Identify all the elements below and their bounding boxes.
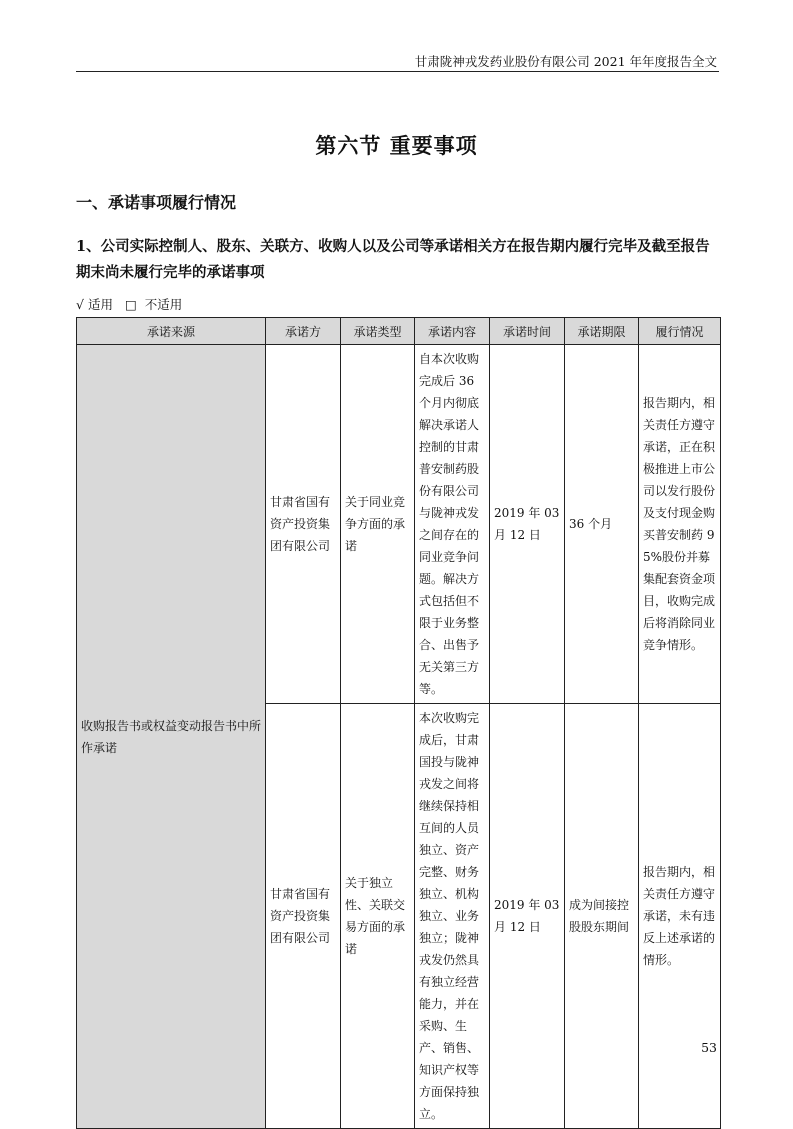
- table-row: [77, 345, 721, 704]
- commitment-status-cell: 报告期内，相关责任方遵守承诺，未有违反上述承诺的情形。: [639, 704, 721, 1129]
- commitment-period-cell: 成为间接控股股东期间: [565, 704, 639, 1129]
- question-heading: 1、公司实际控制人、股东、关联方、收购人以及公司等承诺相关方在报告期内履行完毕及截至报告期末尚未履行完毕的承诺事项: [76, 238, 710, 281]
- section-title: 第六节 重要事项: [315, 133, 478, 158]
- commitment-party-cell: 甘肃省国有资产投资集团有限公司: [266, 345, 341, 704]
- commitment-type-cell: 关于同业竞争方面的承诺: [341, 345, 415, 704]
- commitment-type-cell: 关于独立性、关联交易方面的承诺: [341, 704, 415, 1129]
- checkmark-icon: √: [76, 297, 84, 312]
- table-header-row: [77, 318, 721, 345]
- page-number: 53: [701, 1040, 717, 1055]
- report-header-title: 甘肃陇神戎发药业股份有限公司 2021 年年度报告全文: [414, 54, 717, 69]
- header-period: 承诺期限: [565, 318, 639, 345]
- header-party: 承诺方: [266, 318, 341, 345]
- commitment-period-cell: 36 个月: [565, 345, 639, 704]
- commitments-table: [76, 317, 721, 1129]
- sub-heading: 一、承诺事项履行情况: [76, 193, 237, 212]
- commitment-content-cell: 自本次收购完成后 36 个月内彻底解决承诺人控制的甘肃普安制药股份有限公司与陇神戎发之间存在的同业竞争问题。解决方式包括但不限于业务整合、出售予无关第三方等。: [415, 345, 490, 704]
- applicability-line: [76, 295, 182, 313]
- header-time: 承诺时间: [490, 318, 565, 345]
- header-status: 履行情况: [639, 318, 721, 345]
- unchecked-box-icon: □: [124, 297, 137, 312]
- commitment-time-cell: 2019 年 03 月 12 日: [490, 704, 565, 1129]
- not-applicable-label: 不适用: [144, 297, 183, 312]
- header-source: 承诺来源: [77, 318, 266, 345]
- commitment-party-cell: 甘肃省国有资产投资集团有限公司: [266, 704, 341, 1129]
- commitment-content-cell: 本次收购完成后，甘肃国投与陇神戎发之间将继续保持相互间的人员独立、资产完整、财务独立、机构独立、业务独立；陇神戎发仍然具有独立经营能力，并在采购、生产、销售、知识产权等方面保持独立。: [415, 704, 490, 1129]
- applicable-label: 适用: [87, 297, 113, 312]
- commitment-time-cell: 2019 年 03 月 12 日: [490, 345, 565, 704]
- header-divider: [76, 71, 719, 72]
- header-content: 承诺内容: [415, 318, 490, 345]
- header-type: 承诺类型: [341, 318, 415, 345]
- commitment-status-cell: 报告期内，相关责任方遵守承诺，正在积极推进上市公司以发行股份及支付现金购买普安制药 95%股份并募集配套资金项目，收购完成后将消除同业竞争情形。: [639, 345, 721, 704]
- commitment-source-cell: 收购报告书或权益变动报告书中所作承诺: [77, 345, 266, 1129]
